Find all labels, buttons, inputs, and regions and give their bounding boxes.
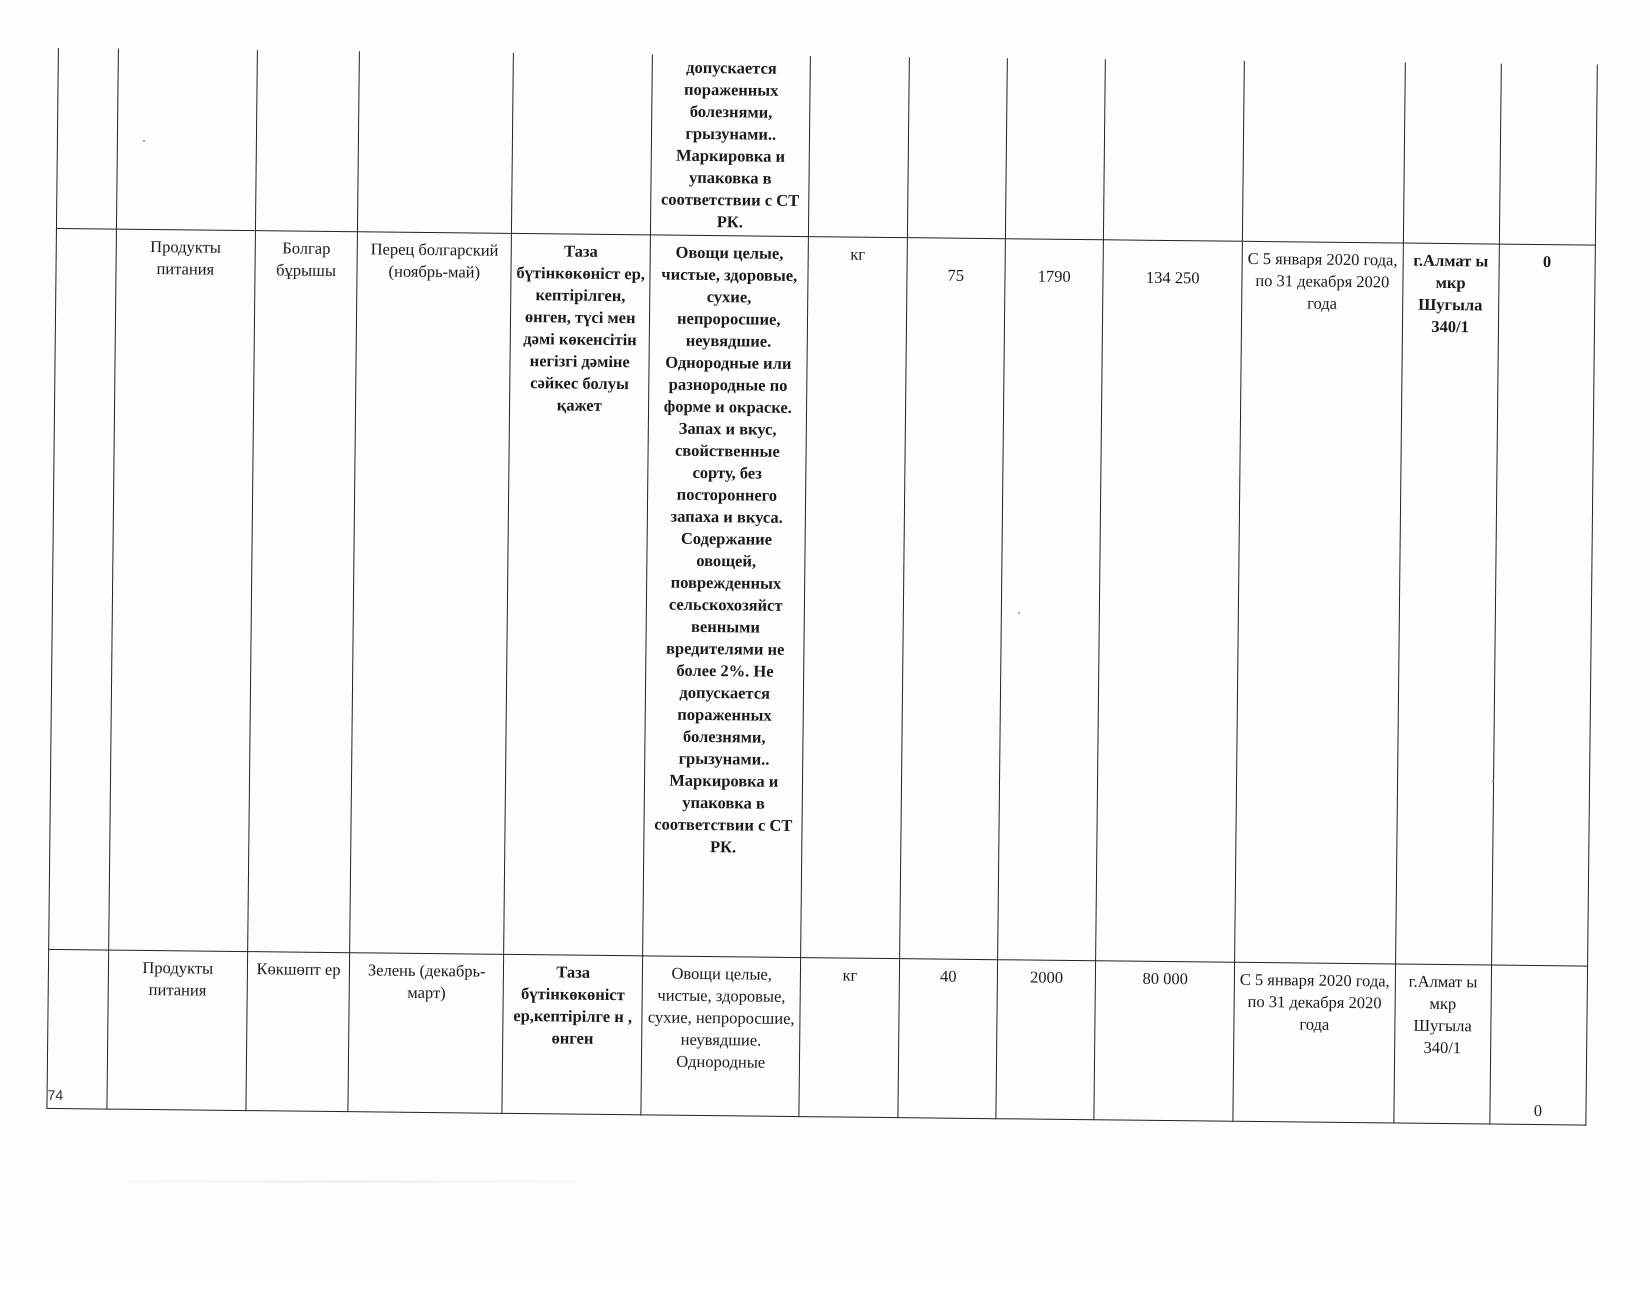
cell-sum: 134 250 [1096,240,1243,962]
cell-category: Продукты питания [108,229,255,951]
cell-number [56,48,118,229]
cell-advance [1490,965,1588,1125]
cell-spec-kz [512,53,653,235]
table-row-pepper [49,228,1596,966]
cell-sum [1104,59,1245,241]
cell-name-kz [255,50,360,232]
cell-spec-ru: Овощи целые, чистые, здоровые, сухие, непроросшие, неувядшие. Однородные или разнородные по форме и окраске. Запах и вкус, свойственные сорту, без постороннего запаха и вкуса. Содержание овощей, поврежденных сельскохозяйст венными вредителями не более 2%. Не допускается пораженных болезнями, грызунами.. Маркировка и упаковка в соответствии с СТ РК. [643,235,809,958]
cell-unit: кг [799,958,899,1118]
cell-name-ru: Перец болгарский (ноябрь-май) [350,232,512,955]
cell-advance [1499,64,1597,246]
cell-quantity: 40 [898,959,998,1119]
cell-category: Продукты питания [107,950,248,1110]
cell-number [47,949,109,1109]
cell-period [1243,61,1405,243]
cell-price: 1790 [998,239,1104,961]
cell-sum: 80 000 [1094,961,1235,1121]
cell-quantity [907,57,1007,239]
cell-place: г.Алмат ы мкр Шугыла 340/1 [1393,964,1491,1124]
cell-place [1403,63,1501,245]
cell-period: С 5 января 2020 года, по 31 декабря 2020 года [1235,241,1403,964]
table-row-previous-tail [56,48,1597,245]
cell-spec-kz: Таза бүтінкөкөніст ер, кептірілген, өнген, түсі мен дәмі көкенсітін негізгі дәміне сәйкес болуы қажет [504,233,651,955]
scan-speck [1492,780,1494,782]
cell-name-kz: Болгар бұрышы [247,231,357,953]
cell-place: г.Алмат ы мкр Шугыла 340/1 [1395,243,1499,965]
procurement-table [46,48,1597,1126]
table-row-greens [47,949,1588,1125]
cell-name-ru [358,51,514,233]
scan-speck [1018,612,1020,614]
cell-name-ru: Зелень (декабрь-март) [348,953,504,1114]
cell-spec-ru: Овощи целые, чистые, здоровые, сухие, непроросшие, неувядшие. Однородные [641,956,801,1117]
scan-speck [143,140,145,142]
cell-quantity: 75 [899,238,1005,960]
cell-price [1005,58,1105,240]
cell-advance: 0 [1491,244,1595,966]
cell-name-kz: Көкшөпт ер [246,952,350,1112]
cell-spec-kz: Таза бүтінкөкөніст ер,кептірілге н , өнген [502,954,643,1114]
advance-value: 0 [1533,1101,1543,1121]
row-number: 74 [47,1086,64,1104]
cell-unit [809,56,909,238]
cell-period: С 5 января 2020 года, по 31 декабря 2020 года [1233,962,1395,1123]
cell-price: 2000 [996,960,1096,1120]
cell-unit: кг [801,237,907,959]
cell-spec-ru: допускается пораженных болезнями, грызунами.. Маркировка и упаковка в соответствии с СТ РК. [651,54,811,236]
cell-category [116,49,257,231]
cell-number [49,228,117,950]
scan-smudge [90,1180,610,1183]
